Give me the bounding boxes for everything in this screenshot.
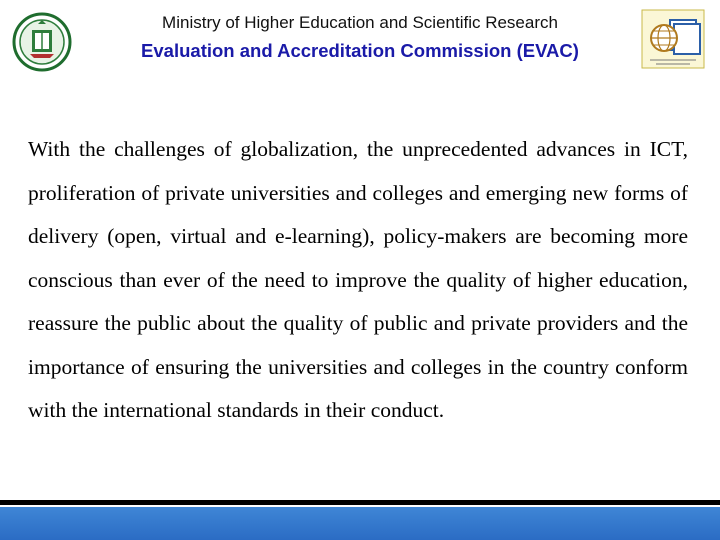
- ministry-title: Ministry of Higher Education and Scientific Research: [162, 13, 558, 32]
- commission-title: Evaluation and Accreditation Commission (EVAC): [141, 40, 579, 61]
- evac-globe-books-icon: [640, 6, 706, 72]
- body-paragraph: With the challenges of globalization, the unprecedented advances in ICT, proliferation of private universities and colleges and emerging new forms of delivery (open, virtual and e-learning), policy-makers are becoming more conscious than ever of the need to improve the quality of higher education, reassure the public about the quality of public and private providers and the importance of ensuring the universities and colleges in the country conform with the international standards in their conduct.: [28, 137, 688, 422]
- slide-header: [0, 0, 720, 80]
- footer-bar: [0, 507, 720, 540]
- ministry-emblem-icon: [12, 12, 72, 72]
- footer-divider: [0, 500, 720, 505]
